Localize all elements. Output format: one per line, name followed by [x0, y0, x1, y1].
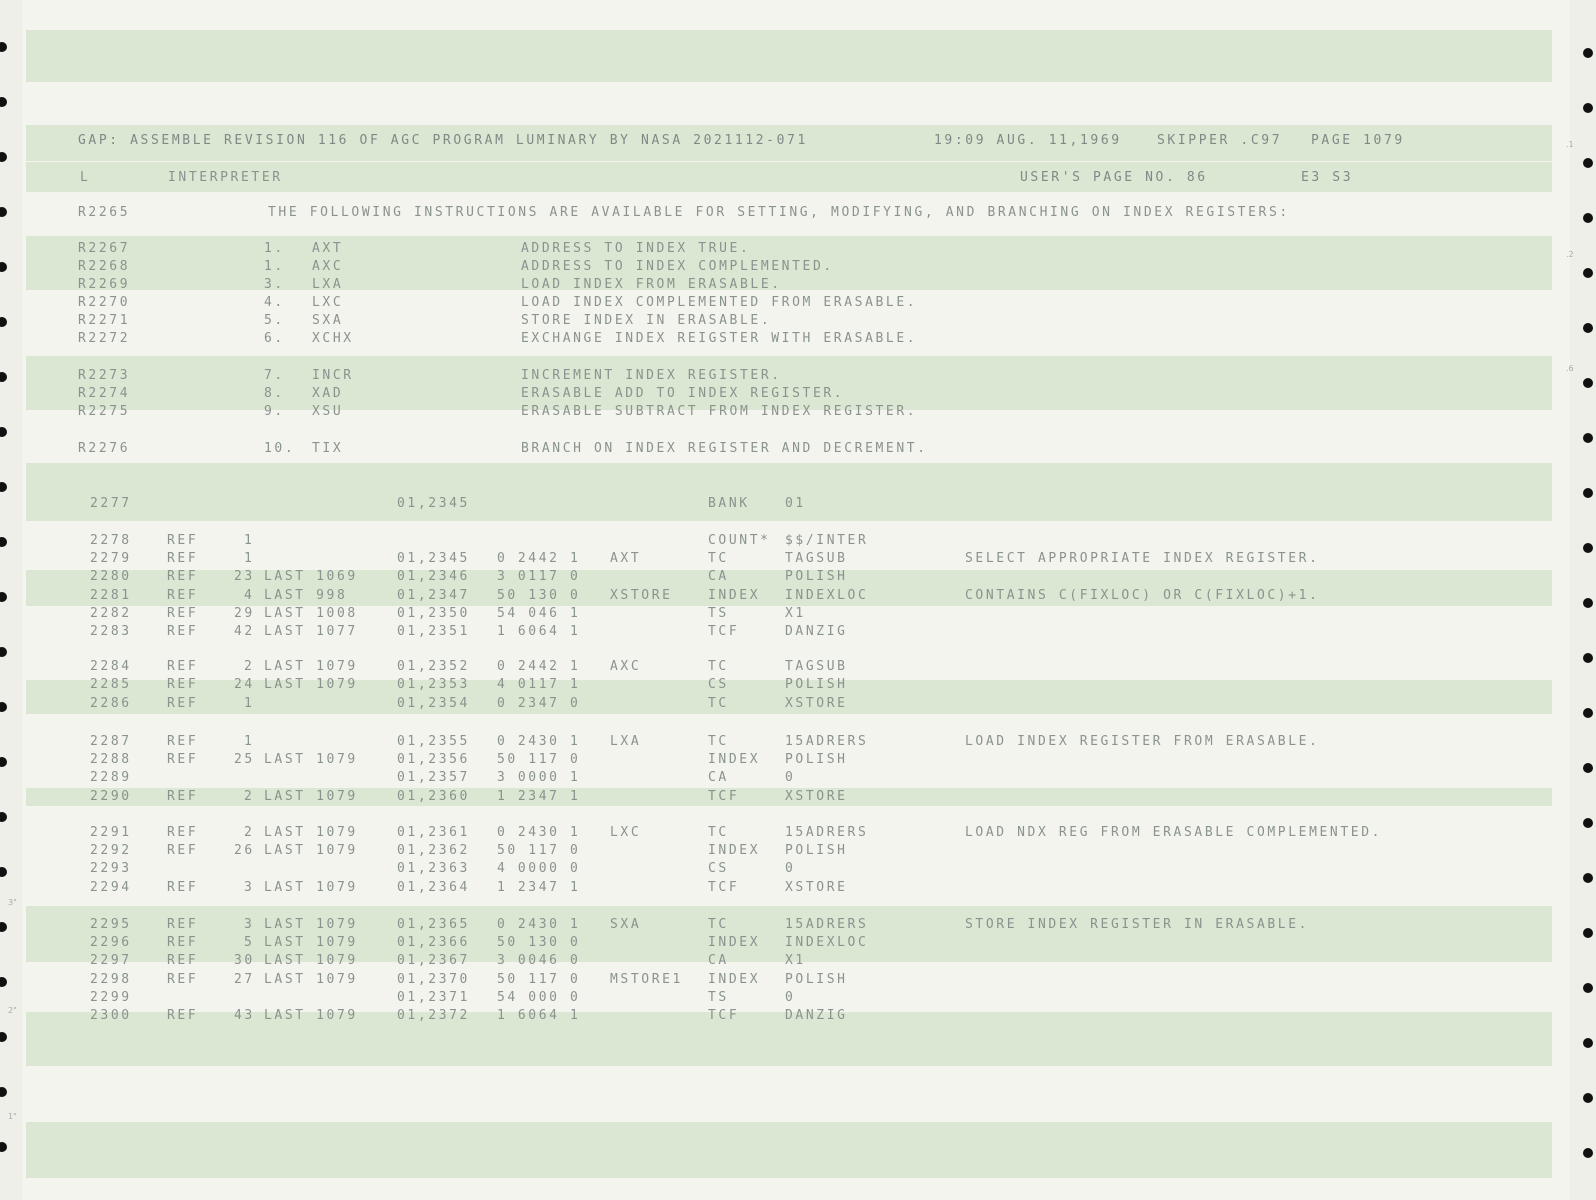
address: 01,2363 — [397, 860, 470, 877]
ref-count: 1 — [244, 695, 255, 712]
feed-hole — [0, 1032, 7, 1042]
feed-hole — [1583, 488, 1593, 498]
address: 01,2360 — [397, 788, 470, 805]
ref-count: 1 — [244, 532, 255, 549]
address: 01,2367 — [397, 952, 470, 969]
last-page-ref: LAST 1079 — [264, 751, 358, 768]
feed-hole — [1583, 1148, 1593, 1158]
comment: SELECT APPROPRIATE INDEX REGISTER. — [965, 550, 1320, 567]
margin-mark: .2 — [1566, 250, 1574, 259]
code-line-number: 2284 — [90, 658, 132, 675]
code-line-number: 2290 — [90, 788, 132, 805]
ref-marker: REF — [167, 1007, 199, 1024]
feed-hole — [1583, 598, 1593, 608]
operand: DANZIG — [785, 1007, 848, 1024]
feed-hole — [0, 702, 7, 712]
ref-marker: REF — [167, 751, 199, 768]
last-page-ref: LAST 1079 — [264, 788, 358, 805]
header-operator: SKIPPER .C97 — [1157, 132, 1283, 149]
remark-text: BRANCH ON INDEX REGISTER AND DECREMENT. — [521, 440, 928, 457]
ref-count: 43 — [234, 1007, 255, 1024]
feed-hole — [0, 42, 7, 52]
code-line-number: 2291 — [90, 824, 132, 841]
feed-hole — [0, 592, 7, 602]
code-line-number: 2282 — [90, 605, 132, 622]
octal-word: 0 2442 1 — [497, 658, 581, 675]
octal-word: 1 2347 1 — [497, 879, 581, 896]
opcode: TC — [708, 824, 729, 841]
code-line-number: 2294 — [90, 879, 132, 896]
opcode: INDEX — [708, 842, 761, 859]
operand: INDEXLOC — [785, 934, 869, 951]
ref-count: 27 — [234, 971, 255, 988]
code-line-number: 2287 — [90, 733, 132, 750]
address: 01,2345 — [397, 550, 470, 567]
ref-count: 42 — [234, 623, 255, 640]
code-line-number: 2292 — [90, 842, 132, 859]
operand: 15ADRERS — [785, 824, 869, 841]
remark-line-number: R2274 — [78, 385, 131, 402]
last-page-ref: LAST 998 — [264, 587, 348, 604]
last-page-ref: LAST 1079 — [264, 916, 358, 933]
feed-hole — [0, 757, 7, 767]
ref-marker: REF — [167, 916, 199, 933]
octal-word: 50 117 0 — [497, 971, 581, 988]
remark-opcode: INCR — [312, 367, 354, 384]
feed-hole — [1583, 433, 1593, 443]
remark-line-number: R2275 — [78, 403, 131, 420]
symbol-label: LXC — [610, 824, 642, 841]
feed-hole — [1583, 653, 1593, 663]
opcode: CA — [708, 952, 729, 969]
feed-hole — [0, 977, 7, 987]
ref-marker: REF — [167, 952, 199, 969]
remark-opcode: TIX — [312, 440, 344, 457]
feed-hole — [1583, 983, 1593, 993]
ref-marker: REF — [167, 568, 199, 585]
last-page-ref: LAST 1079 — [264, 879, 358, 896]
feed-hole — [1583, 378, 1593, 388]
operand: XSTORE — [785, 879, 848, 896]
ref-count: 23 — [234, 568, 255, 585]
feed-hole — [1583, 1038, 1593, 1048]
opcode: INDEX — [708, 587, 761, 604]
remark-item-number: 5. — [264, 312, 285, 329]
feed-hole — [1583, 818, 1593, 828]
last-page-ref: LAST 1079 — [264, 658, 358, 675]
opcode: INDEX — [708, 934, 761, 951]
address: 01,2371 — [397, 989, 470, 1006]
feed-hole — [0, 152, 7, 162]
remark-text: THE FOLLOWING INSTRUCTIONS ARE AVAILABLE FOR SETTING, MODIFYING, AND BRANCHING ON INDEX REGISTERS: — [268, 204, 1290, 221]
remark-text: ERASABLE ADD TO INDEX REGISTER. — [521, 385, 845, 402]
ref-marker: REF — [167, 695, 199, 712]
code-line-number: 2296 — [90, 934, 132, 951]
opcode: TCF — [708, 1007, 740, 1024]
ref-count: 3 — [244, 916, 255, 933]
operand: X1 — [785, 605, 806, 622]
comment: STORE INDEX REGISTER IN ERASABLE. — [965, 916, 1310, 933]
operand: 15ADRERS — [785, 916, 869, 933]
code-line-number: 2297 — [90, 952, 132, 969]
octal-word: 50 117 0 — [497, 751, 581, 768]
address: 01,2347 — [397, 587, 470, 604]
remark-item-number: 1. — [264, 258, 285, 275]
remark-item-number: 9. — [264, 403, 285, 420]
ref-count: 24 — [234, 676, 255, 693]
symbol-label: AXT — [610, 550, 642, 567]
remark-text: ADDRESS TO INDEX TRUE. — [521, 240, 751, 257]
feed-hole — [1583, 763, 1593, 773]
operand: 01 — [785, 495, 806, 512]
symbol-label: SXA — [610, 916, 642, 933]
operand: TAGSUB — [785, 658, 848, 675]
ref-count: 3 — [244, 879, 255, 896]
ref-marker: REF — [167, 824, 199, 841]
symbol-label: XSTORE — [610, 587, 673, 604]
opcode: TCF — [708, 623, 740, 640]
code-line-number: 2285 — [90, 676, 132, 693]
last-page-ref: LAST 1079 — [264, 971, 358, 988]
ref-marker: REF — [167, 934, 199, 951]
feed-hole — [0, 537, 7, 547]
address: 01,2356 — [397, 751, 470, 768]
octal-word: 0 2430 1 — [497, 733, 581, 750]
last-page-ref: LAST 1077 — [264, 623, 358, 640]
ref-count: 2 — [244, 788, 255, 805]
margin-mark: .6 — [1566, 364, 1574, 373]
opcode: TC — [708, 733, 729, 750]
remark-line-number: R2273 — [78, 367, 131, 384]
remark-item-number: 1. — [264, 240, 285, 257]
opcode: TS — [708, 605, 729, 622]
remark-line-number: R2271 — [78, 312, 131, 329]
feed-hole — [0, 1142, 7, 1152]
last-page-ref: LAST 1079 — [264, 676, 358, 693]
feed-hole — [0, 207, 7, 217]
octal-word: 3 0000 1 — [497, 769, 581, 786]
octal-word: 0 2430 1 — [497, 916, 581, 933]
feed-hole — [1583, 213, 1593, 223]
address: 01,2364 — [397, 879, 470, 896]
header-page: PAGE 1079 — [1311, 132, 1405, 149]
code-line-number: 2298 — [90, 971, 132, 988]
comment: LOAD INDEX REGISTER FROM ERASABLE. — [965, 733, 1320, 750]
feed-hole — [1583, 708, 1593, 718]
opcode: BANK — [708, 495, 750, 512]
feed-hole — [0, 97, 7, 107]
ref-count: 4 — [244, 587, 255, 604]
octal-word: 50 117 0 — [497, 842, 581, 859]
octal-word: 54 000 0 — [497, 989, 581, 1006]
feed-hole — [1583, 48, 1593, 58]
feed-hole — [0, 372, 7, 382]
header-timestamp: 19:09 AUG. 11,1969 — [934, 132, 1122, 149]
octal-word: 3 0046 0 — [497, 952, 581, 969]
ref-count: 1 — [244, 550, 255, 567]
operand: XSTORE — [785, 695, 848, 712]
code-line-number: 2278 — [90, 532, 132, 549]
comment: CONTAINS C(FIXLOC) OR C(FIXLOC)+1. — [965, 587, 1320, 604]
code-line-number: 2283 — [90, 623, 132, 640]
code-line-number: 2293 — [90, 860, 132, 877]
address: 01,2357 — [397, 769, 470, 786]
symbol-label: MSTORE1 — [610, 971, 683, 988]
remark-item-number: 8. — [264, 385, 285, 402]
remark-item-number: 6. — [264, 330, 285, 347]
opcode: TC — [708, 550, 729, 567]
remark-line-number: R2267 — [78, 240, 131, 257]
feed-hole — [0, 647, 7, 657]
address: 01,2366 — [397, 934, 470, 951]
address: 01,2351 — [397, 623, 470, 640]
sheet-code: E3 S3 — [1301, 169, 1354, 186]
octal-word: 1 6064 1 — [497, 1007, 581, 1024]
address: 01,2365 — [397, 916, 470, 933]
code-line-number: 2286 — [90, 695, 132, 712]
feed-hole — [1583, 1093, 1593, 1103]
operand: POLISH — [785, 568, 848, 585]
operand: INDEXLOC — [785, 587, 869, 604]
remark-line-number: R2269 — [78, 276, 131, 293]
feed-hole — [0, 812, 7, 822]
feed-hole — [0, 482, 7, 492]
code-line-number: 2289 — [90, 769, 132, 786]
remark-opcode: AXT — [312, 240, 344, 257]
remark-line-number: R2270 — [78, 294, 131, 311]
octal-word: 0 2442 1 — [497, 550, 581, 567]
opcode: COUNT* — [708, 532, 771, 549]
opcode: INDEX — [708, 971, 761, 988]
last-page-ref: LAST 1079 — [264, 824, 358, 841]
ref-marker: REF — [167, 971, 199, 988]
address: 01,2355 — [397, 733, 470, 750]
remark-line-number: R2276 — [78, 440, 131, 457]
address: 01,2361 — [397, 824, 470, 841]
address: 01,2345 — [397, 495, 470, 512]
feed-hole — [0, 922, 7, 932]
header-title: GAP: ASSEMBLE REVISION 116 OF AGC PROGRAM LUMINARY BY NASA 2021112-071 — [78, 132, 808, 149]
margin-mark: .1 — [1566, 140, 1574, 149]
opcode: INDEX — [708, 751, 761, 768]
remark-line-number: R2272 — [78, 330, 131, 347]
address: 01,2354 — [397, 695, 470, 712]
remark-item-number: 7. — [264, 367, 285, 384]
octal-word: 0 2347 0 — [497, 695, 581, 712]
ref-marker: REF — [167, 733, 199, 750]
user-page-number: USER'S PAGE NO. 86 — [1020, 169, 1208, 186]
opcode: CA — [708, 769, 729, 786]
margin-mark: 2" — [8, 1006, 17, 1015]
last-page-ref: LAST 1079 — [264, 1007, 358, 1024]
remark-line-number: R2268 — [78, 258, 131, 275]
code-line-number: 2277 — [90, 495, 132, 512]
octal-word: 50 130 0 — [497, 587, 581, 604]
feed-hole — [0, 262, 7, 272]
octal-word: 3 0117 0 — [497, 568, 581, 585]
opcode: TS — [708, 989, 729, 1006]
operand: POLISH — [785, 842, 848, 859]
remark-opcode: LXA — [312, 276, 344, 293]
ref-count: 2 — [244, 824, 255, 841]
feed-hole — [1583, 928, 1593, 938]
octal-word: 4 0117 1 — [497, 676, 581, 693]
ref-marker: REF — [167, 623, 199, 640]
remark-item-number: 10. — [264, 440, 296, 457]
ref-marker: REF — [167, 842, 199, 859]
last-page-ref: LAST 1069 — [264, 568, 358, 585]
ref-count: 5 — [244, 934, 255, 951]
address: 01,2362 — [397, 842, 470, 859]
remark-text: ADDRESS TO INDEX COMPLEMENTED. — [521, 258, 834, 275]
feed-hole — [1583, 543, 1593, 553]
operand: XSTORE — [785, 788, 848, 805]
remark-item-number: 3. — [264, 276, 285, 293]
remark-item-number: 4. — [264, 294, 285, 311]
code-line-number: 2299 — [90, 989, 132, 1006]
operand: TAGSUB — [785, 550, 848, 567]
remark-text: ERASABLE SUBTRACT FROM INDEX REGISTER. — [521, 403, 918, 420]
margin-mark: 1" — [8, 1112, 17, 1121]
remark-text: LOAD INDEX COMPLEMENTED FROM ERASABLE. — [521, 294, 918, 311]
symbol-label: LXA — [610, 733, 642, 750]
section-name: INTERPRETER — [168, 169, 283, 186]
opcode: CS — [708, 676, 729, 693]
address: 01,2353 — [397, 676, 470, 693]
opcode: TC — [708, 916, 729, 933]
symbol-label: AXC — [610, 658, 642, 675]
code-line-number: 2295 — [90, 916, 132, 933]
address: 01,2370 — [397, 971, 470, 988]
address: 01,2346 — [397, 568, 470, 585]
feed-hole — [1583, 323, 1593, 333]
ref-marker: REF — [167, 788, 199, 805]
feed-hole — [1583, 873, 1593, 883]
opcode: TCF — [708, 788, 740, 805]
ref-count: 26 — [234, 842, 255, 859]
octal-word: 1 2347 1 — [497, 788, 581, 805]
ref-count: 25 — [234, 751, 255, 768]
remark-text: EXCHANGE INDEX REIGSTER WITH ERASABLE. — [521, 330, 918, 347]
octal-word: 0 2430 1 — [497, 824, 581, 841]
remark-opcode: LXC — [312, 294, 344, 311]
address: 01,2350 — [397, 605, 470, 622]
last-page-ref: LAST 1079 — [264, 934, 358, 951]
opcode: TCF — [708, 879, 740, 896]
operand: X1 — [785, 952, 806, 969]
operand: POLISH — [785, 751, 848, 768]
ref-marker: REF — [167, 532, 199, 549]
address: 01,2352 — [397, 658, 470, 675]
feed-hole — [0, 427, 7, 437]
operand: 0 — [785, 769, 796, 786]
code-line-number: 2288 — [90, 751, 132, 768]
operand: 0 — [785, 989, 796, 1006]
ref-marker: REF — [167, 879, 199, 896]
opcode: CA — [708, 568, 729, 585]
remark-opcode: XCHX — [312, 330, 354, 347]
octal-word: 50 130 0 — [497, 934, 581, 951]
address: 01,2372 — [397, 1007, 470, 1024]
margin-mark: 3" — [8, 898, 17, 907]
opcode: TC — [708, 695, 729, 712]
remark-text: STORE INDEX IN ERASABLE. — [521, 312, 772, 329]
operand: $$/INTER — [785, 532, 869, 549]
remark-text: LOAD INDEX FROM ERASABLE. — [521, 276, 782, 293]
feed-hole — [1583, 103, 1593, 113]
feed-hole — [0, 317, 7, 327]
remark-opcode: SXA — [312, 312, 344, 329]
code-line-number: 2300 — [90, 1007, 132, 1024]
last-page-ref: LAST 1008 — [264, 605, 358, 622]
feed-hole — [0, 1087, 7, 1097]
octal-word: 4 0000 0 — [497, 860, 581, 877]
code-line-number: 2281 — [90, 587, 132, 604]
ref-count: 30 — [234, 952, 255, 969]
operand: DANZIG — [785, 623, 848, 640]
ref-count: 29 — [234, 605, 255, 622]
last-page-ref: LAST 1079 — [264, 952, 358, 969]
operand: 0 — [785, 860, 796, 877]
operand: 15ADRERS — [785, 733, 869, 750]
opcode: CS — [708, 860, 729, 877]
opcode: TC — [708, 658, 729, 675]
feed-hole — [0, 867, 7, 877]
code-line-number: 2279 — [90, 550, 132, 567]
remark-opcode: XSU — [312, 403, 344, 420]
operand: POLISH — [785, 971, 848, 988]
ref-marker: REF — [167, 587, 199, 604]
remark-text: INCREMENT INDEX REGISTER. — [521, 367, 782, 384]
ref-marker: REF — [167, 605, 199, 622]
ref-marker: REF — [167, 676, 199, 693]
ref-marker: REF — [167, 658, 199, 675]
feed-hole — [1583, 268, 1593, 278]
octal-word: 54 046 1 — [497, 605, 581, 622]
operand: POLISH — [785, 676, 848, 693]
remark-opcode: AXC — [312, 258, 344, 275]
code-line-number: 2280 — [90, 568, 132, 585]
ref-count: 1 — [244, 733, 255, 750]
ref-marker: REF — [167, 550, 199, 567]
remark-line-number: R2265 — [78, 204, 131, 221]
ref-count: 2 — [244, 658, 255, 675]
octal-word: 1 6064 1 — [497, 623, 581, 640]
remark-opcode: XAD — [312, 385, 344, 402]
feed-hole — [1583, 158, 1593, 168]
section-code: L — [80, 169, 91, 186]
comment: LOAD NDX REG FROM ERASABLE COMPLEMENTED. — [965, 824, 1383, 841]
last-page-ref: LAST 1079 — [264, 842, 358, 859]
